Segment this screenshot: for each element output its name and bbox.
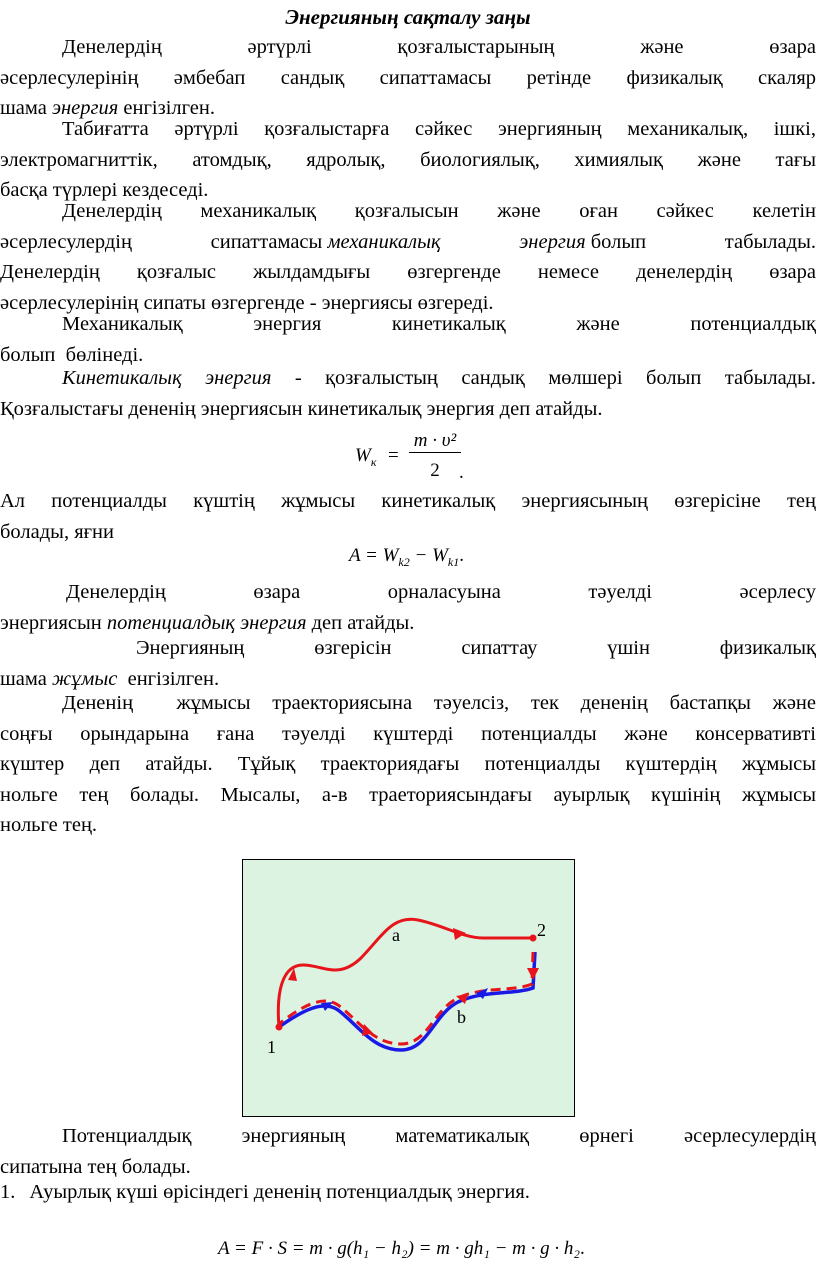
paragraph-2-line-2: электромагниттік, атомдық, ядролық, биологиялық, химиялық және тағы [0, 148, 816, 171]
paragraph-9-line-5: нольге тең. [0, 814, 98, 836]
paragraph-2 [0, 114, 816, 206]
paragraph-8-line-2: шама жұмыс енгізілген. [0, 667, 220, 690]
paragraph-5-line-2: Қозғалыстағы дененің энергиясын кинетикалық энергия деп атайды. [0, 397, 603, 420]
arrow-dash-1 [527, 968, 539, 980]
paragraph-1 [0, 32, 816, 124]
paragraph-9-line-4: нольге тең болады. Мысалы, а-в траеториясындағы ауырлық күшінің жұмысы [0, 783, 816, 806]
paragraph-7-line-2: энергиясын потенциалдық энергия деп атайды. [0, 611, 415, 634]
paragraph-1-line-1 [0, 32, 816, 63]
formula-work-kinetic: $A = W_{k2} - W_{k1}$. [349, 545, 464, 569]
paragraph-5-line-1: Кинетикалық энергия - қозғалыстың сандық мөлшері болып табылады. [62, 367, 816, 389]
term-kinetic-energy: Кинетикалық энергия [62, 367, 272, 389]
list-text: Ауырлық күші өрісіндегі дененің потенциалдық энергия. [29, 1181, 530, 1203]
word: әртүрлі [247, 36, 312, 58]
word: өзара [769, 36, 816, 58]
paragraph-9 [0, 688, 816, 841]
paragraph-4 [0, 309, 816, 370]
fraction-bar [409, 452, 461, 453]
paragraph-10-line-2: сипатына тең болады. [0, 1155, 191, 1178]
list-number: 1. [0, 1181, 16, 1203]
word: Денелердің [62, 36, 162, 58]
paragraph-5 [0, 363, 816, 424]
paragraph-10 [0, 1121, 816, 1182]
paragraph-3-line-1: Денелердің механикалық қозғалысын және оған сәйкес келетін [62, 200, 816, 222]
paragraph-8 [0, 633, 816, 694]
paragraph-1-line-2: әсерлесулерінің әмбебап сандық сипаттамасы ретінде физикалық скаляр [0, 66, 816, 89]
term-energy: энергия [51, 97, 119, 119]
trajectory-diagram [243, 860, 576, 1118]
paragraph-8-line-1: Энергияның өзгерісін сипаттау үшін физикалық [136, 637, 816, 659]
paragraph-3-line-2: әсерлесулердің сипаттамасы механикалық энергия болып табылады. [0, 230, 816, 253]
paragraph-3 [0, 196, 816, 318]
paragraph-2-line-1: Табиғатта әртүрлі қозғалыстарға сәйкес энергияның механикалық, ішкі, [62, 118, 816, 140]
label-point-2: 2 [537, 920, 546, 940]
trajectory-figure [242, 859, 575, 1117]
paragraph-9-line-3: күштер деп атайды. Тұйық траекториядағы потенциалды күштердің жұмысы [0, 753, 816, 775]
arrow-a-2 [453, 928, 466, 940]
label-point-1: 1 [267, 1037, 276, 1057]
paragraph-2-line-3: басқа түрлері кездеседі. [0, 179, 209, 201]
paragraph-9-line-2: соңғы орындарына ғана тәуелді күштерді потенциалды және консервативті [0, 722, 816, 745]
list-item [0, 1177, 816, 1208]
paragraph-4-line-2: болып бөлінеді. [0, 343, 144, 366]
paragraph-7 [0, 577, 816, 638]
paragraph-6-line-2: болады, яғни [0, 520, 114, 543]
paragraph-3-line-4: әсерлесулерінің сипаты өзгергенде - энергиясы өзгереді. [0, 291, 494, 314]
word: қозғалыстарының [397, 36, 555, 58]
path-a [278, 919, 533, 1027]
term-work: жұмыс [51, 667, 118, 690]
paragraph-6 [0, 486, 816, 547]
page-title: Энергияның сақталу заңы [285, 5, 531, 29]
point-1 [276, 1024, 283, 1031]
formula-kinetic-energy: $W_к$ = m · υ² 2 . [355, 430, 464, 483]
paragraph-6-line-1: Ал потенциалды күштің жұмысы кинетикалық энергиясының өзгерісіне тең [0, 490, 816, 512]
paragraph-1-line-3: шама энергия енгізілген. [0, 97, 215, 119]
paragraph-4-line-1: Механикалық энергия кинетикалық және потенциалдық [62, 313, 816, 335]
paragraph-3-line-3: Денелердің қозғалыс жылдамдығы өзгергенде немесе денелердің өзара [0, 261, 816, 283]
point-2 [530, 935, 537, 942]
paragraph-10-line-1: Потенциалдық энергияның математикалық өрнегі әсерлесулердің [62, 1125, 816, 1147]
term-potential-energy: потенциалдық энергия [106, 611, 307, 634]
term-energy: энергия [519, 230, 586, 253]
paragraph-9-line-1: Дененің жұмысы траекториясына тәуелсіз, тек дененің бастапқы және [62, 692, 816, 714]
label-path-a: a [392, 925, 400, 945]
word: және [640, 36, 684, 58]
formula-gravity-work: A = F · S = m · g(h₁ − h₂) = m · gh₁ − m · g · h₂. [218, 1238, 585, 1259]
paragraph-7-line-1: Денелердің өзара орналасуына тәуелді әсерлесу [66, 581, 816, 603]
term-mechanical: механикалық [327, 230, 441, 253]
label-path-b: b [457, 1007, 466, 1027]
